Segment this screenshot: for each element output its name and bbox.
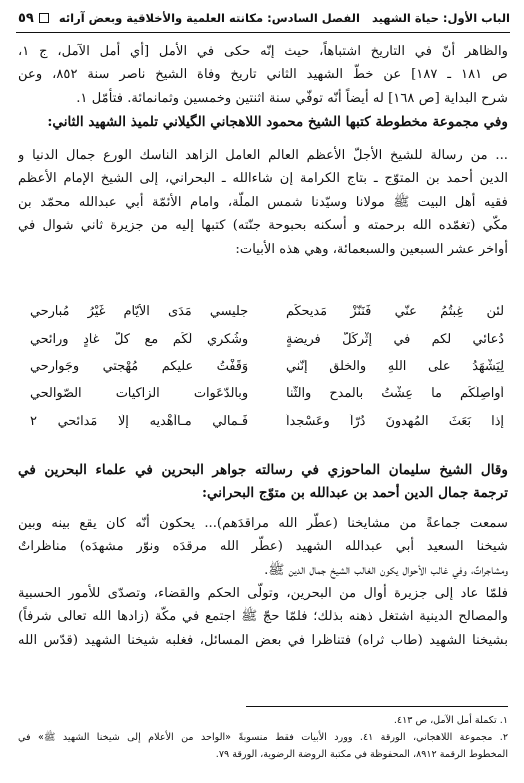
square-ornament-icon — [39, 13, 49, 23]
poem-verse — [30, 380, 504, 407]
text-line: ص ١٨١ ـ ١٨٧] عن خطّ الشهيد الثاني تاريخ وفاة الشيخ ناصر سنة ٨٥٢، وعن — [18, 67, 508, 83]
poem-verse — [30, 298, 504, 325]
text-line: فقيه أهل البيت ﷺ مولانا وسيّدنا شمس الملّة، وامام الأئمّة أبي عبدالله محمّد بن — [18, 194, 508, 210]
heading-mahuzi-quote — [18, 459, 508, 506]
footnote-1: ١. تكملة أمل الآمل، ص ٤١٣. — [393, 715, 508, 726]
chapter-title: الفصل السادس: مكانته العلمية والأخلاقية وبعض آرائه — [58, 11, 360, 25]
poem-verse — [30, 353, 504, 380]
text-line: شرح البداية [ص ١٦٨] له أيضاً أنّه توفّي سنة اثنتين وخمسين وثمانمائة. فتأمّل ١. — [76, 90, 508, 106]
header-rule — [16, 32, 510, 33]
page-number-group — [18, 11, 49, 26]
poem-verse — [30, 325, 504, 352]
text-line: والمصالح الدينية اشتغل ذهنه بذلك؛ فلمّا حجّ ﷺ اجتمع في مكّة (زادها الله تعالى شرفاً) — [18, 609, 508, 625]
verse-first-hemistich: دُعائي لكم في إثْركُلّ فريضةٍ — [285, 331, 504, 347]
text-line: سمعت جماعةً من مشايخنا (عطّر الله مراقدَهم)... يحكون أنّه كان يقع بينه وبين — [18, 516, 508, 531]
verse-first-hemistich: لئن غِبتُمُ عنّي فَنَنّزْ مَديحكُم — [285, 304, 504, 320]
text-line: والظاهر أنّ في التاريخ اشتباهاً، حيث إنّه حكى في الأمل [أي أمل الآمل، ج ١، — [18, 44, 508, 59]
text-line: أواخر عشر السبعين والسبعمائة، وهي هذه الأبيات: — [235, 241, 508, 257]
text-line: ... من رسالة للشيخ الأجلّ الأعظم العالم العامل الزاهد الناسك الورع جمال الدنيا و — [18, 148, 508, 163]
text-line: الدين أحمد بن المتوّج ـ بتاج الكرامة إن شاءالله ـ البحراني، إلى الشيخ الإمام الأعظم — [18, 171, 508, 187]
verse-second-hemistich: وبالدّعَوات الزاكيات الصّوالحي — [30, 386, 249, 402]
text-line: مكّي (تغمّده الله برحمته و أسكنه بحبوحة جنّته) كتبها إليه من جزيرة ثاني شوال في — [18, 218, 508, 234]
paragraph-return-to-awal — [18, 582, 508, 652]
text-line: وفي مجموعة مخطوطة كتبها الشيخ محمود اللاهجاني الگيلاني تلميذ الشهيد الثاني: — [47, 114, 508, 130]
text-line: وقال الشيخ سليمان الماحوزي في رسالته جواهر البحرين في علماء البحرين في — [18, 462, 508, 478]
paragraph-letter-quote — [18, 144, 508, 261]
text-line: فلمّا عاد إلى جزيرة أوال من البحرين، وتولّى الحكم والقضاء، وتصدّى للأمور الحسبية — [18, 586, 508, 601]
paragraph-date-note — [18, 40, 508, 110]
paragraph-mahuzi-text — [18, 512, 508, 582]
verse-second-hemistich: فَـمالي مـاأُهْديه إلّا مَدائحي ٢ — [30, 413, 249, 429]
verse-first-hemistich: أُواصِلُكُم ما عِشْتُ بالمدحِ والثّنا — [285, 386, 504, 402]
page-header — [18, 6, 510, 30]
text-line: شيخنا السعيد أبي عبدالله الشهيد (عطّر الله مرقدَه ونوّر مشهدَه) مناظراتٌ — [18, 539, 508, 555]
footnotes — [18, 712, 508, 763]
running-head — [59, 11, 510, 25]
text-line: ومشاجراتٌ، وفي غالب الأحوال يكون الغالب الشيخ جمال الدين ﷺ. — [264, 562, 508, 578]
text-line: بشيخنا الشهيد (طاب ثراه) فتناظرا في بعض المسائل، فغلبه شيخنا الشهيد (قدّس الله — [18, 632, 508, 648]
footnote-rule — [246, 706, 508, 707]
header-separator — [360, 11, 368, 25]
text-line: ترجمة جمال الدين أحمد بن عبدالله بن متوّج البحراني: — [201, 485, 508, 502]
book-part-title: الباب الأول: حياة الشهيد — [371, 11, 510, 25]
footnote-2-continued: المخطوط الرقمة ٨٩١٢، المحفوظة في مكتبة الروضة الرضوية، الورقة ٧٩. — [215, 749, 508, 760]
verse-second-hemistich: جليسي مَدَى الأيّام غَيْرُ مُبارحي — [30, 304, 249, 320]
footnote-2: ٢. مجموعة اللاهجاني، الورقة ٤١. وورد الأبيات فقط منسوبةً «الواحد من الأعلام إلى شيخنا الشهيد ﷺ» في — [18, 732, 508, 743]
verse-second-hemistich: وَقَفْتُ عليكم مُهْجتي وجَوارحي — [30, 358, 249, 374]
poem-verse — [30, 408, 504, 435]
verse-second-hemistich: وشُكري لَكُم مع كلّ غادٍ ورائحي — [30, 331, 249, 347]
heading-lahijani-manuscript — [18, 111, 508, 134]
poem — [30, 298, 504, 435]
verse-first-hemistich: إذا بَعَثَ المُهدونَ دُرّاً وعَسْجداً — [285, 413, 504, 429]
verse-first-hemistich: لِيَشْهَدُ على اللهِ والخلقِ إنّني — [285, 358, 504, 374]
page-number: ٥٩ — [18, 10, 34, 26]
